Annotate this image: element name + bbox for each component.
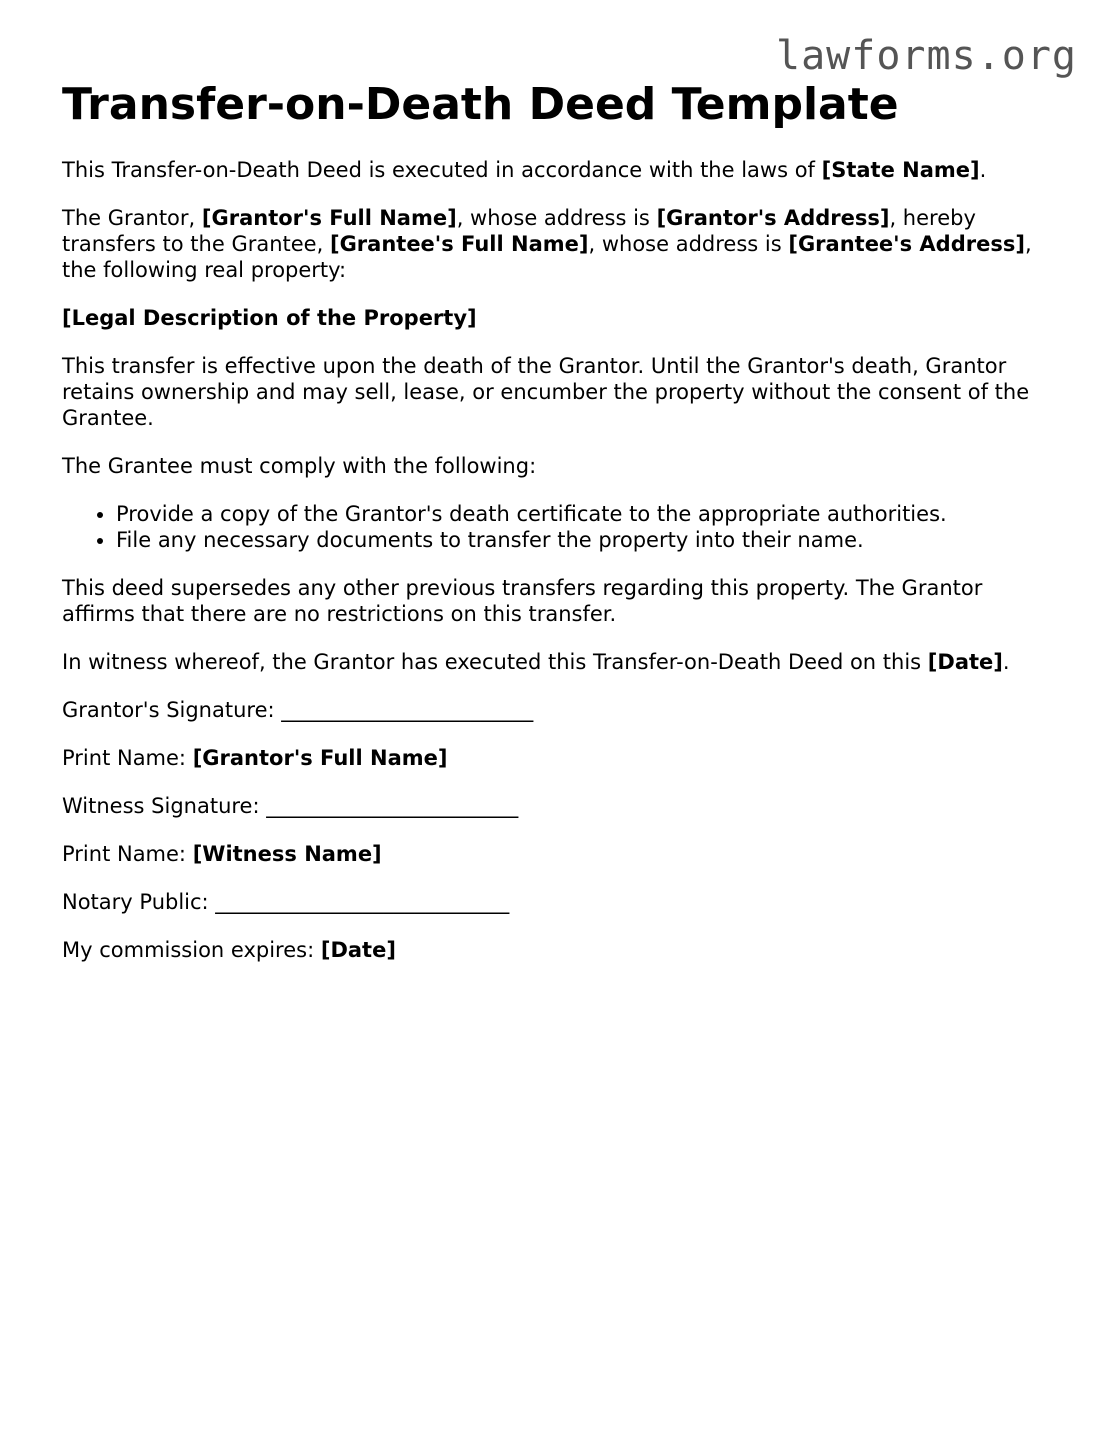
witness-print-label: Print Name: bbox=[62, 842, 193, 866]
effective-paragraph: This transfer is effective upon the death of the Grantor. Until the Grantor's death, Grantor retains ownership and may sell, lease, or encumber the property without the consent of the Grantee. bbox=[62, 354, 1030, 430]
grantor-address-placeholder: [Grantor's Address] bbox=[656, 206, 890, 230]
page-title: Transfer-on-Death Deed Template bbox=[62, 79, 899, 130]
witness-print-name bbox=[62, 841, 1052, 867]
grantor-print-label: Print Name: bbox=[62, 746, 193, 770]
intro-suffix: . bbox=[979, 158, 987, 182]
notary-label: Notary Public: bbox=[62, 890, 216, 914]
parties-text-2: , whose address is bbox=[456, 206, 657, 230]
witness-signature-line bbox=[62, 793, 1052, 819]
witness-clause-suffix: . bbox=[1002, 650, 1010, 674]
notary-blank: ____________________________ bbox=[215, 890, 510, 914]
legal-description-placeholder: [Legal Description of the Property] bbox=[62, 306, 477, 330]
requirements-list bbox=[62, 501, 1052, 553]
execution-date-placeholder: [Date] bbox=[927, 650, 1003, 674]
grantor-signature-blank: ________________________ bbox=[281, 698, 534, 722]
document-page bbox=[62, 80, 1052, 985]
grantor-signature-line bbox=[62, 697, 1052, 723]
intro-text: This Transfer-on-Death Deed is executed in accordance with the laws of bbox=[62, 158, 822, 182]
witness-print-value: [Witness Name] bbox=[192, 842, 382, 866]
list-item: • Provide a copy of the Grantor's death certificate to the appropriate authorities. bbox=[116, 501, 1052, 527]
witness-signature-label: Witness Signature: bbox=[62, 794, 267, 818]
parties-text-1: The Grantor, bbox=[62, 206, 202, 230]
grantee-address-placeholder: [Grantee's Address] bbox=[788, 232, 1025, 256]
witness-clause-text: In witness whereof, the Grantor has executed this Transfer-on-Death Deed on this bbox=[62, 650, 928, 674]
grantor-print-value: [Grantor's Full Name] bbox=[192, 746, 448, 770]
grantor-name-placeholder: [Grantor's Full Name] bbox=[201, 206, 457, 230]
legal-description-paragraph bbox=[62, 305, 1052, 331]
commission-label: My commission expires: bbox=[62, 938, 321, 962]
intro-paragraph bbox=[62, 157, 1052, 183]
state-placeholder: [State Name] bbox=[821, 158, 980, 182]
witness-signature-blank: ________________________ bbox=[266, 794, 519, 818]
grantor-signature-label: Grantor's Signature: bbox=[62, 698, 282, 722]
parties-text-5: , the following real property: bbox=[62, 232, 1032, 282]
witness-clause bbox=[62, 649, 1052, 675]
list-item: • File any necessary documents to transfer the property into their name. bbox=[116, 527, 1052, 553]
parties-text-4: , whose address is bbox=[588, 232, 789, 256]
parties-text-3: , hereby transfers to the Grantee, bbox=[62, 206, 976, 256]
parties-paragraph bbox=[62, 205, 1052, 283]
commission-expires bbox=[62, 937, 1052, 963]
notary-public-line bbox=[62, 889, 1052, 915]
commission-date-placeholder: [Date] bbox=[320, 938, 396, 962]
supersedes-paragraph: This deed supersedes any other previous transfers regarding this property. The Grantor affirms that there are no restrictions on this transfer. bbox=[62, 576, 983, 626]
grantee-name-placeholder: [Grantee's Full Name] bbox=[329, 232, 589, 256]
grantor-print-name bbox=[62, 745, 1052, 771]
watermark-logo: lawforms.org bbox=[776, 33, 1077, 79]
comply-intro: The Grantee must comply with the following: bbox=[62, 454, 537, 478]
